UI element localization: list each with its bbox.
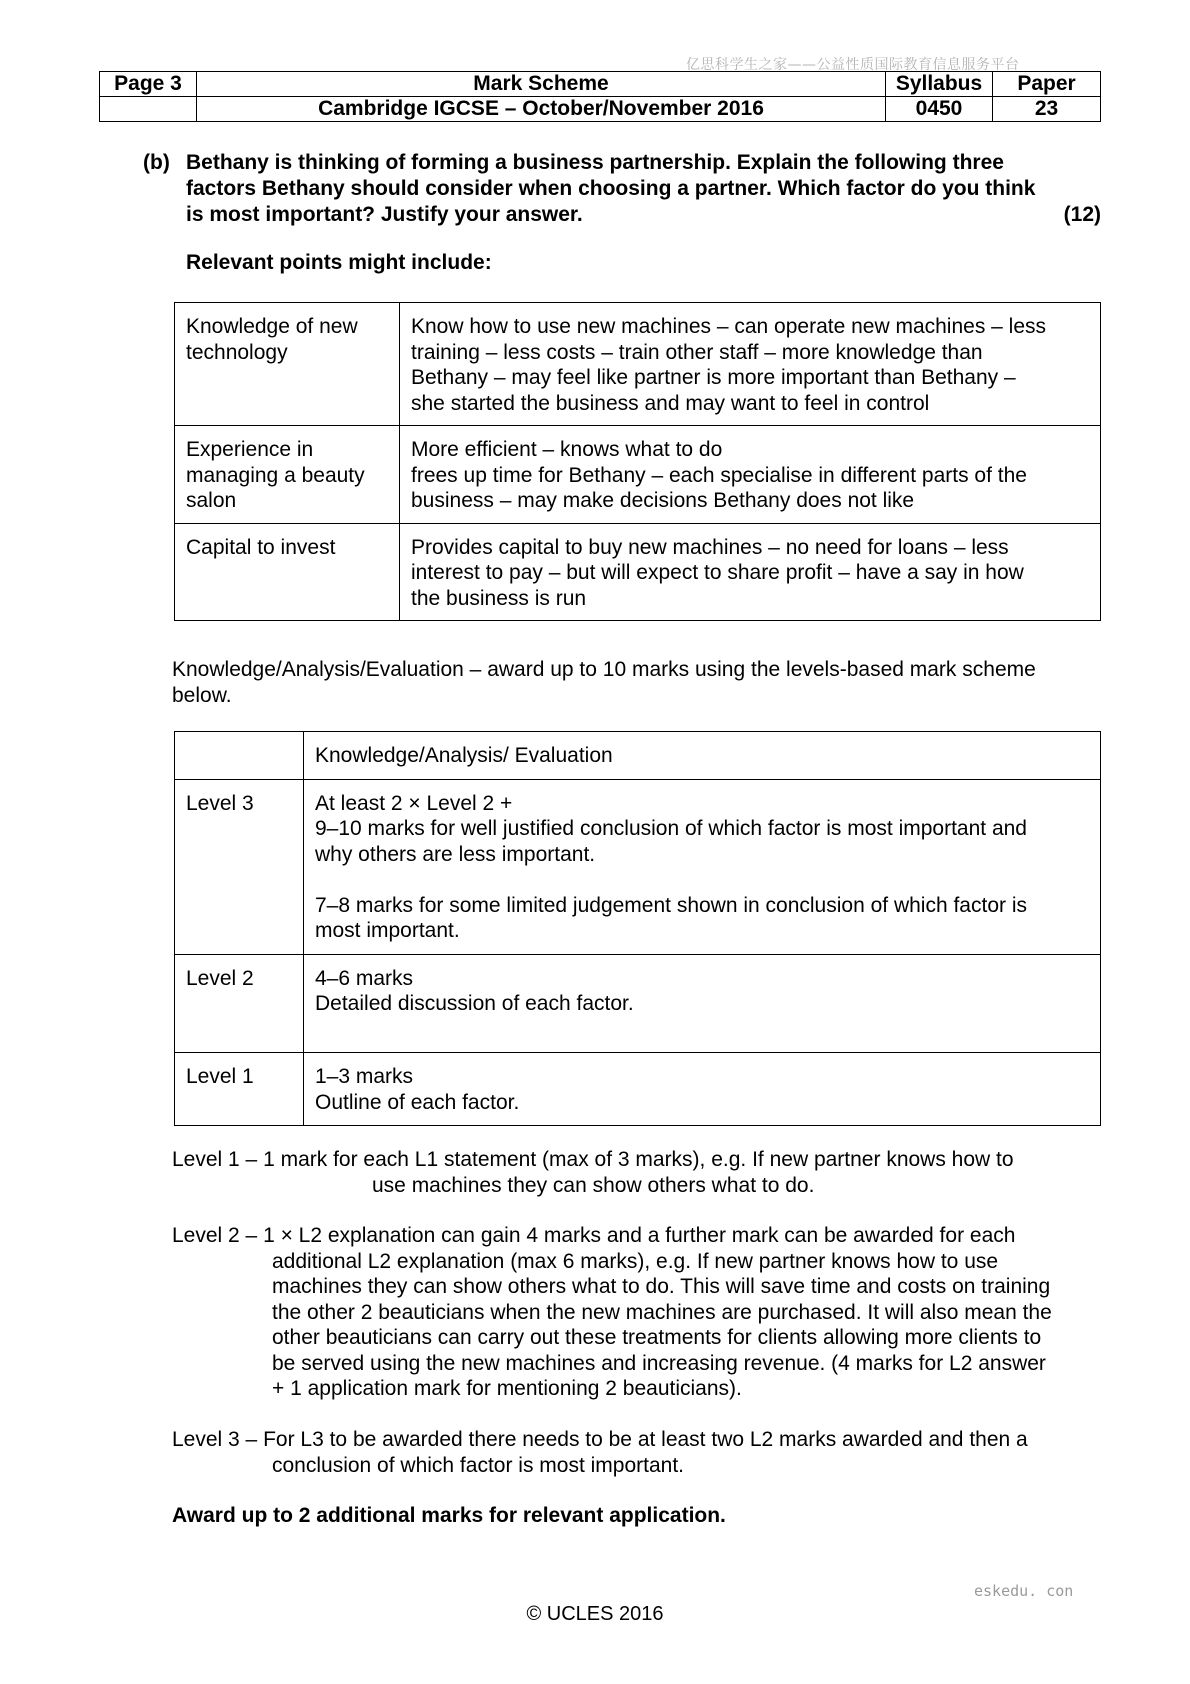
- level-name: Level 3: [175, 779, 304, 954]
- note-line: Level 2 – 1 × L2 explanation can gain 4 marks and a further mark can be awarded for each: [172, 1224, 1016, 1247]
- question-line: is most important? Justify your answer.: [186, 203, 583, 226]
- question-label: (b): [143, 151, 170, 174]
- levels-header-blank: [175, 732, 304, 780]
- table-row: [175, 523, 1101, 621]
- note-line: Level 1 – 1 mark for each L1 statement (max of 3 marks), e.g. If new partner knows how to: [172, 1148, 1014, 1171]
- point-line: frees up time for Bethany – each specialise in different parts of the: [411, 463, 1027, 487]
- level-line: Outline of each factor.: [315, 1090, 520, 1114]
- level-line: 7–8 marks for some limited judgement shown in conclusion of which factor is: [315, 893, 1027, 917]
- level-line: At least 2 × Level 2 +: [315, 791, 513, 815]
- level-line: why others are less important.: [315, 842, 596, 866]
- factors-table: [174, 302, 1101, 621]
- point-line: she started the business and may want to feel in control: [411, 391, 930, 415]
- question-marks: (12): [1063, 203, 1101, 226]
- table-row: [175, 954, 1101, 1053]
- copyright-footer: © UCLES 2016: [526, 1603, 664, 1625]
- point-line: Provides capital to buy new machines – no need for loans – less: [411, 535, 1009, 559]
- factor-line: Experience in: [186, 438, 314, 461]
- page-number: Page 3: [100, 72, 197, 97]
- factor-line: technology: [186, 340, 288, 364]
- note-line: additional L2 explanation (max 6 marks), e.g. If new partner knows how to use: [272, 1249, 999, 1273]
- note-line: machines they can show others what to do. This will save time and costs on training: [272, 1275, 1051, 1298]
- level-line: 1–3 marks: [315, 1065, 414, 1088]
- final-note: Award up to 2 additional marks for relevant application.: [172, 1504, 726, 1527]
- levels-table: [174, 731, 1101, 1126]
- header-table: [99, 71, 1101, 122]
- table-row: [175, 1053, 1101, 1126]
- level-line: most important.: [315, 919, 460, 942]
- paper-label: Paper: [993, 72, 1101, 97]
- note-line: the other 2 beauticians when the new machines are purchased. It will also mean the: [272, 1300, 1052, 1324]
- level-description: [304, 1053, 1101, 1126]
- factor-points: [400, 523, 1101, 621]
- paper-number: 23: [993, 97, 1101, 122]
- question-line: factors Bethany should consider when choosing a partner. Which factor do you think: [186, 177, 1036, 200]
- level-spacer: [315, 1017, 1090, 1043]
- syllabus-code: 0450: [886, 97, 993, 122]
- level-description: [304, 954, 1101, 1053]
- note-line: Level 3 – For L3 to be awarded there needs to be at least two L2 marks awarded and then a: [172, 1428, 1028, 1451]
- point-line: the business is run: [411, 586, 587, 610]
- table-row: [175, 732, 1101, 780]
- level-name: Level 2: [175, 954, 304, 1053]
- point-line: business – may make decisions Bethany does not like: [411, 489, 915, 512]
- table-row: [175, 779, 1101, 954]
- level-name: Level 1: [175, 1053, 304, 1126]
- watermark-bottom: eskedu. con: [974, 1582, 1074, 1600]
- question-line: Bethany is thinking of forming a business partnership. Explain the following three: [186, 151, 1004, 174]
- award-intro-line: Knowledge/Analysis/Evaluation – award up to 10 marks using the levels-based mark scheme: [172, 658, 1036, 681]
- syllabus-label: Syllabus: [886, 72, 993, 97]
- point-line: interest to pay – but will expect to share profit – have a say in how: [411, 561, 1024, 584]
- factor-name: [175, 426, 400, 524]
- factor-points: [400, 303, 1101, 426]
- note-line: use machines they can show others what to do.: [372, 1173, 815, 1197]
- factor-line: salon: [186, 489, 237, 512]
- level-line: 9–10 marks for well justified conclusion of which factor is most important and: [315, 817, 1027, 840]
- note-line: + 1 application mark for mentioning 2 beauticians).: [272, 1377, 742, 1400]
- level-1-note: [172, 1147, 1102, 1198]
- factor-line: Capital to invest: [186, 535, 336, 559]
- point-line: Bethany – may feel like partner is more important than Bethany –: [411, 366, 1016, 389]
- factor-line: Knowledge of new: [186, 315, 358, 338]
- question-text: [186, 150, 1101, 228]
- award-intro: [172, 657, 1102, 708]
- factor-name: [175, 303, 400, 426]
- header-blank-cell: [100, 97, 197, 122]
- factor-name: [175, 523, 400, 621]
- relevant-points-heading: Relevant points might include:: [186, 251, 492, 274]
- level-spacer: [315, 867, 1090, 893]
- point-line: Know how to use new machines – can operate new machines – less: [411, 315, 1047, 338]
- point-line: training – less costs – train other staff – more knowledge than: [411, 340, 983, 364]
- factor-line: managing a beauty: [186, 463, 365, 487]
- table-row: [175, 303, 1101, 426]
- level-3-note: [172, 1427, 1102, 1478]
- table-row: [175, 426, 1101, 524]
- level-line: Detailed discussion of each factor.: [315, 992, 634, 1015]
- note-line: conclusion of which factor is most important.: [272, 1453, 685, 1477]
- level-2-note: [172, 1223, 1102, 1402]
- award-intro-line: below.: [172, 683, 232, 707]
- watermark-top: 亿思科学生之家——公益性质国际教育信息服务平台: [686, 57, 1020, 73]
- factor-points: [400, 426, 1101, 524]
- point-line: More efficient – knows what to do: [411, 438, 723, 461]
- header-title: Mark Scheme: [197, 72, 886, 97]
- note-line: be served using the new machines and increasing revenue. (4 marks for L2 answer: [272, 1351, 1046, 1375]
- level-description: [304, 779, 1101, 954]
- note-line: other beauticians can carry out these treatments for clients allowing more clients to: [272, 1326, 1042, 1349]
- levels-header: Knowledge/Analysis/ Evaluation: [304, 732, 1101, 780]
- level-line: 4–6 marks: [315, 966, 414, 990]
- header-subtitle: Cambridge IGCSE – October/November 2016: [197, 97, 886, 122]
